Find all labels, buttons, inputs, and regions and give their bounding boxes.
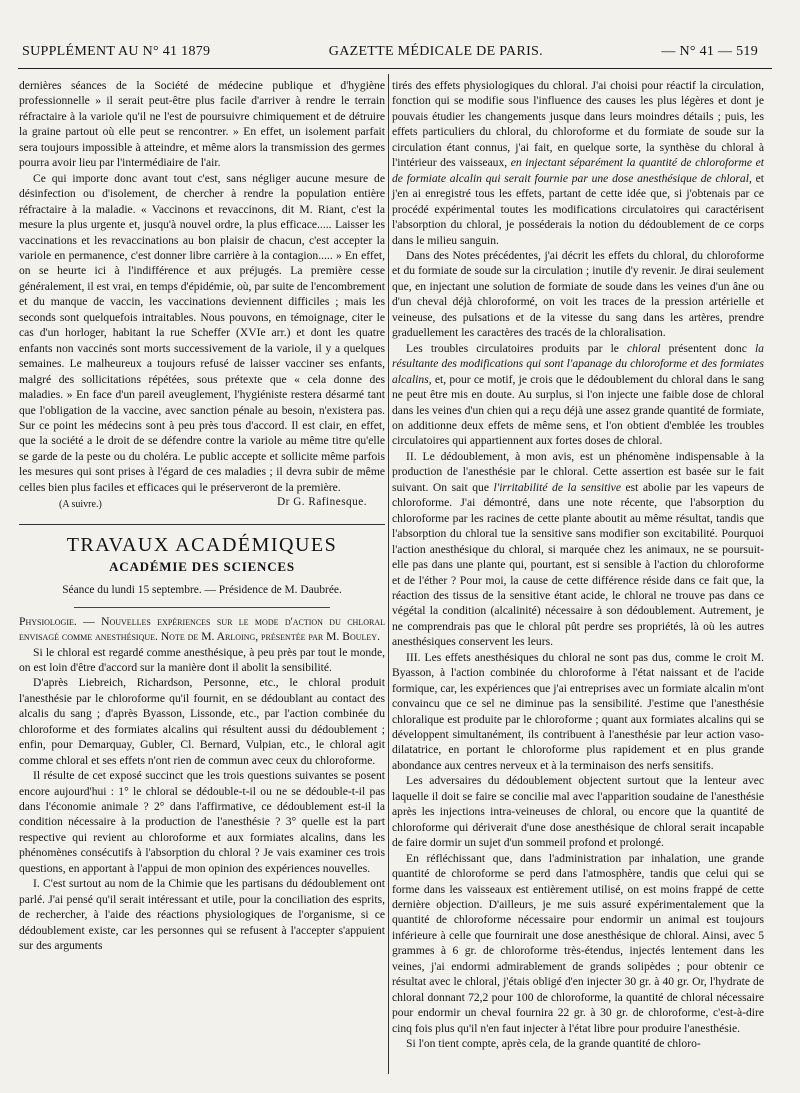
paragraph: En réfléchissant que, dans l'administration par inhalation, une grande quantité de chloroforme se perd dans l'atmosphère, tandis que celui qui se forme dans les vaisseaux est entièrement utilisé, on est moins frappé de cette dernière objection. D'ailleurs, je me suis assuré expérimentalement que la quantité de chloroforme nécessaire pour endormir un animal est toujours inférieure à celle que fournirait une dose anesthésique de chloral. Ainsi, avec 5 grammes à 6 gr. de chloroforme très-étendus, injectés lentement dans les veines, j'ai endormi admirablement de grands solipèdes ; pour obtenir ce résultat avec le chloral, j'étais obligé d'en injecter 30 gr. à 40 gr. Or, l'hydrate de chloral donnant 72,2 pour 100 de chloroforme, la quantité de chloral nécessaire pour endormir un cheval fournira 22 gr. à 30 gr. de chloroforme, c'est-à-dire cinq fois plus qu'il n'en faut injecter à l'état libre pour produire l'anesthésie. — [392, 851, 764, 1035]
header-page-number: — N° 41 — 519 — [661, 44, 758, 59]
column-divider — [388, 74, 389, 1074]
section-separator — [19, 524, 385, 525]
paragraph: dernières séances de la Société de médecine publique et d'hygiène professionnelle » il serait peut-être plus facile d'arriver à rendre le terrain réfractaire à la variole qu'il ne l'est de poursuivre chimiquement et de détruire la graine partout où elle peut se rencontrer. » En effet, un isolement parfait sera toujours impossible à atteindre, et même alors la transmission des germes pourra avoir lieu par l'intermédiaire de l'air. — [19, 79, 385, 170]
header-supplement: SUPPLÉMENT AU N° 41 1879 — [22, 44, 211, 59]
page-header — [22, 44, 758, 60]
text-run: présentent donc — [668, 341, 747, 355]
author-signature: Dr G. Rafinesque. — [277, 496, 367, 509]
meeting-rule — [74, 607, 330, 608]
header-rule — [18, 68, 772, 69]
left-column — [19, 78, 385, 954]
italic-run: en injectant séparément la quantité de chloroforme et de formiate alcalin qui serait fournie par une dose anesthésique de chloral, — [392, 156, 764, 185]
paragraph: Si le chloral est regardé comme anesthésique, à peu près par tout le monde, on est loin d'être d'accord sur la manière dont il abolit la sensibilité. — [19, 645, 385, 674]
paragraph: Les adversaires du dédoublement objectent surtout que la lenteur avec laquelle il doit se faire se concilie mal avec l'apparition soudaine de l'anesthésie après les injections intra-veineuses de chloral, ou encore que la quantité de chloroforme qui dériverait d'une dose anesthésique de chloral serait incapable de faire dormir un sujet d'un sommeil profond et prolongé. — [392, 774, 764, 850]
header-journal-title: GAZETTE MÉDICALE DE PARIS. — [328, 44, 543, 59]
paragraph: Dans des Notes précédentes, j'ai décrit les effets du chloral, du chloroforme et du formiate de soude sur la circulation ; inutile d'y revenir. Je dirai seulement que, en injectant une solution de formiate de soude dans les veines d'un âne ou d'un cheval déjà chloroformé, on voit les traces de la pression artérielle et veineuse, des pulsations et de la vitesse du sang dans les artères, prendre graduellement les caractères des tracés de la chloralisation. — [392, 248, 764, 340]
text-run: est abolie par les vapeurs de chloroforme. J'ai démontré, dans une note récente, que l'absorption du chloroforme par les racines de cette plante aboutit au même résultat, tandis que l'absorption du chloral tue la sensitive sans modifier son excitabilité. Pourquoi l'action anesthésique du chloral, si marquée chez les animaux, ne se poursuit-elle pas dans une plante qui, pourtant, est si sensible à l'action du chloroforme et de l'éther ? Pour moi, la cause de cette différence réside dans ce fait que, la réaction des tissus de la sensitive étant acide, le chloral ne trouve pas dans ce végétal la condition (alcalinité) nécessaire à son dédoublement. Autrement, je ne comprendrais pas que le chloral pût perdre ses propriétés, là où les autres anesthésiques conservent les leurs. — [392, 480, 764, 649]
paragraph: I. C'est surtout au nom de la Chimie que les partisans du dédoublement ont parlé. J'ai pensé qu'il serait intéressant et utile, pour la conciliation des esprits, de rechercher, à l'aide des réactions physiologiques de l'organisme, si ce dédoublement existe, car les personnes qui se refusent à l'accepter s'appuient sur des arguments — [19, 877, 385, 953]
italic-run: l'irritabilité de la sensitive — [493, 480, 621, 494]
paragraph — [392, 449, 764, 650]
section-title: TRAVAUX ACADÉMIQUES — [66, 534, 338, 557]
meeting-info: Séance du lundi 15 septembre. — Présidence de M. Daubrée. — [62, 584, 342, 597]
paragraph: III. Les effets anesthésiques du chloral ne sont pas dus, comme le croit M. Byasson, à l'action combinée du chloroforme à l'état naissant et de l'acide formique, car, les expériences que j'ai entreprises avec un formiate alcalin m'ont convaincu que ce sel ne diminue pas la sensibilité. J'estime que l'anesthésie chloralique est produite par le chloroforme ; quant aux formiates alcalins qui se développent simultanément, ils contribuent à l'anesthésie par leur action vaso-dilatatrice, en portant le chloroforme plus rapidement et en plus grande abondance aux centres nerveux et à la terminaison des nerfs sensitifs. — [392, 650, 764, 772]
article-heading: Physiologie. — Nouvelles expériences sur le mode d'action du chloral envisagé comme anesthésique. Note de M. Arloing, présentée par M. Bouley. — [19, 614, 385, 644]
text-run: II. Le dédoublement, à mon avis, est un phénomène indispensable à la production de l'anesthésie par le chloral. Cette assertion est basée sur le fait suivant. On sait que — [392, 449, 764, 494]
right-column — [392, 78, 764, 1052]
subsection-title: ACADÉMIE DES SCIENCES — [109, 559, 295, 575]
paragraph — [392, 78, 764, 248]
text-run: et, pour ce motif, je crois que le dédoublement du chloral dans le sang ne peut être mis en doute. Au surplus, si l'on injecte une faible dose de chloral dans les veines d'un chien qui a reçu déjà une assez grande quantité de formiate, on additionne deux effets de même sens, et l'on obtient d'emblée les troubles circulatoires qui appartiennent aux fortes doses de chloral. — [392, 372, 764, 448]
text-run: et j'en ai enregistré tous les effets, partant de cette idée que, si j'obtenais par ce procédé expérimental toutes les modifications circulatoires qui caractérisent l'absorption du chloral, je posséderais la notion du dédoublement de ce corps dans le milieu sanguin. — [392, 171, 764, 247]
paragraph: Si l'on tient compte, après cela, de la grande quantité de chloro- — [406, 1037, 701, 1051]
paragraph: Il résulte de cet exposé succinct que les trois questions suivantes se posent encore aujourd'hui : 1° le chloral se dédouble-t-il ou ne se dédouble-t-il pas dans l'économie animale ? 2° dans l'affirmative, ce dédoublement est-il la condition nécessaire à la production de l'anesthésie ? 3° quelle est la part respective qui revient au chloroforme et aux formiates alcalins, dans les phénomènes consécutifs à l'absorption du chloral ? Je vais examiner ces trois questions, en apportant à l'appui de mon opinion des expériences nouvelles. — [19, 769, 385, 875]
italic-run: la résultante des modifications qui sont l'apanage du chloroforme et des formiates alcalins, — [392, 341, 764, 386]
paragraph: Ce qui importe donc avant tout c'est, sans négliger aucune mesure de désinfection ou d'isolement, de chercher à rendre la population entière réfractaire à la maladie. « Vaccinons et revaccinons, dit M. Riant, c'est la mesure la plus urgente et, jusqu'à nouvel ordre, la plus efficace..... Laisser les vaccinations et les revaccinations au bon plaisir de chacun, c'est accepter la variole en permanence, c'est donner libre carrière à la contagion..... » En effet, on se heurte ici à l'indifférence et aux préjugés. La première cesse généralement, il est vrai, en temps d'épidémie, où, par suite de l'encombrement et du manque de vaccin, les vaccinations deviennent difficiles ; mais les seconds sont quelquefois intraitables. Nous pouvons, en témoignage, citer le cas d'un horloger, habitant la rue Scheffer (XVIe arr.) et dont les quatre enfants non vaccinés sont morts successivement de la variole, il y a quelques semaines. Le malheureux a toujours refusé de laisser vacciner ses enfants, malgré des sollicitations répétées, sous prétexte que « cela donne des maladies. » En face d'un pareil aveuglement, l'hygiéniste restera désarmé tant que l'obligation de la vaccine, avec sanction pénale au besoin, n'existera pas. Sur ce point les médecins sont à peu près tous d'accord. Il est clair, en effet, que la société a le droit de se défendre contre la variole au même titre qu'elle se garde de la peste ou du choléra. Le public accepte et sollicite même parfois les mesures qui sont prises à l'égard de ces maladies ; il devra subir de même celles bien plus faciles et efficaces qui le préserveront de la première. — [19, 171, 385, 494]
paragraph — [392, 341, 764, 449]
text-run: Les troubles circulatoires produits par le — [406, 341, 619, 355]
paragraph: D'après Liebreich, Richardson, Personne, etc., le chloral produit l'anesthésie par le chloroforme qu'il fournit, en se dédoublant au contact des alcalis du sang ; d'après Byasson, Lissonde, etc., par l'action combinée du chloroforme et des formiates alcalins qui résultent aussi du dédoublement ; enfin, pour Demarquay, Gubler, Cl. Bernard, Vulpian, etc., le chloral agit comme chloral et ses effets n'ont rien de commun avec ceux du chloroforme. — [19, 676, 385, 767]
italic-run: chloral — [627, 341, 661, 355]
to-be-continued-note: (A suivre.) — [59, 498, 102, 510]
text-run: tirés des effets physiologiques du chloral. J'ai choisi pour réactif la circulation, fonction qui se modifie sous l'influence des causes les plus légères et dont je pouvais étudier les changements jusque dans leurs moindres détails ; puis, les effets particuliers du chloral, du chloroforme et du formiate de soude sur la circulation étant connus, j'ai fait, en quelque sorte, la synthèse du chloral à l'intérieur des vaisseaux, — [392, 79, 764, 170]
